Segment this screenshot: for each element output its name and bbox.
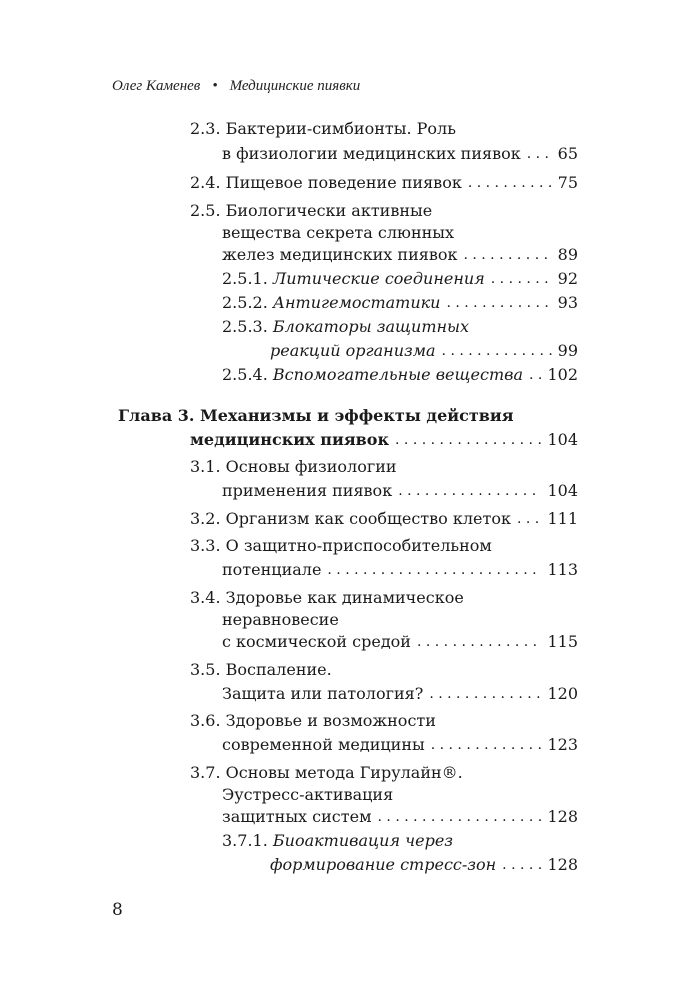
toc-entry-2-5-cont	[222, 222, 454, 244]
header-author: Олег Каменев	[112, 78, 201, 94]
toc-page: 75	[557, 173, 578, 192]
toc-number: 2.5.	[190, 201, 221, 220]
toc-number: 3.2.	[190, 509, 221, 528]
header-title: Медицинские пиявки	[229, 78, 361, 94]
toc-leader	[431, 734, 542, 756]
toc-title: Антигемостатики	[272, 293, 441, 312]
toc-title: неравновесие	[222, 610, 339, 629]
toc-page: 104	[547, 481, 578, 500]
toc-entry-3-6	[190, 710, 436, 732]
toc-leader	[327, 559, 541, 581]
toc-title: желез медицинских пиявок	[222, 245, 458, 264]
toc-page: 123	[547, 735, 578, 754]
toc-title: Бактерии-симбионты. Роль	[225, 119, 456, 138]
toc-page: 89	[557, 245, 578, 264]
toc-leader	[502, 854, 541, 876]
toc-leader	[491, 268, 552, 290]
toc-title: Вспомогательные вещества	[272, 365, 523, 384]
toc-entry-2-5-3-cont	[270, 340, 578, 362]
toc-title: Эустресс-активация	[222, 785, 394, 804]
toc-entry-3-6-cont	[222, 734, 578, 756]
toc-number: 2.5.1.	[222, 269, 268, 288]
toc-title: Основы физиологии	[225, 457, 397, 476]
toc-leader	[398, 480, 541, 502]
toc-entry-3-1-cont	[222, 480, 578, 502]
toc-number: 3.7.1.	[222, 831, 268, 850]
toc-entry-3-7-1	[222, 830, 453, 852]
toc-title: Здоровье как динамическое	[225, 588, 464, 607]
toc-entry-3-4-cont	[222, 609, 339, 631]
toc-title: применения пиявок	[222, 481, 393, 500]
toc-entry-3-7-1-cont	[270, 854, 578, 876]
toc-chapter-3-cont	[190, 429, 578, 451]
toc-leader	[446, 292, 551, 314]
running-header	[112, 78, 360, 95]
toc-title: Основы метода Гирулайн®.	[225, 763, 463, 782]
toc-leader	[429, 683, 541, 705]
toc-leader	[442, 340, 552, 362]
toc-title: медицинских пиявок	[190, 430, 390, 449]
toc-leader	[527, 143, 552, 165]
toc-number: 3.5.	[190, 660, 221, 679]
toc-leader	[463, 244, 551, 266]
toc-entry-3-4-cont2	[222, 631, 578, 653]
header-separator: •	[212, 78, 218, 94]
toc-number: 2.3.	[190, 119, 221, 138]
toc-entry-2-5-cont2	[222, 244, 578, 266]
toc-entry-3-7-cont	[222, 784, 393, 806]
toc-page: 115	[547, 632, 578, 651]
toc-entry-3-5-cont	[222, 683, 578, 705]
toc-number: 3.4.	[190, 588, 221, 607]
toc-title: с космической средой	[222, 632, 411, 651]
toc-title: реакций организма	[270, 341, 436, 360]
toc-leader	[529, 364, 541, 386]
toc-title: Блокаторы защитных	[272, 317, 470, 336]
toc-number: 2.4.	[190, 173, 221, 192]
toc-page: 92	[557, 269, 578, 288]
toc-entry-2-5-3	[222, 316, 469, 338]
toc-chapter-3	[118, 405, 514, 427]
toc-page: 65	[557, 144, 578, 163]
toc-title: Биологически активные	[225, 201, 433, 220]
toc-number: Глава 3.	[118, 406, 195, 425]
toc-title: Воспаление.	[225, 660, 332, 679]
toc-number: 2.5.2.	[222, 293, 268, 312]
toc-page: 120	[547, 684, 578, 703]
toc-number: 2.5.3.	[222, 317, 268, 336]
toc-leader	[417, 631, 541, 653]
toc-page: 111	[547, 509, 578, 528]
toc-title: Здоровье и возможности	[225, 711, 436, 730]
toc-entry-2-3	[190, 118, 456, 140]
toc-entry-3-7	[190, 762, 463, 784]
toc-title: формирование стресс-зон	[270, 855, 497, 874]
toc-number: 3.3.	[190, 536, 221, 555]
page-number: 8	[112, 900, 123, 920]
toc-leader	[517, 508, 541, 530]
toc-leader	[468, 172, 552, 194]
toc-entry-2-5-2	[222, 292, 578, 314]
toc-entry-3-5	[190, 659, 332, 681]
toc-number: 3.7.	[190, 763, 221, 782]
toc-title: Литические соединения	[272, 269, 485, 288]
toc-title: Защита или патология?	[222, 684, 424, 703]
toc-title: потенциале	[222, 560, 322, 579]
toc-title: защитных систем	[222, 807, 372, 826]
toc-entry-2-3-cont	[222, 143, 578, 165]
toc-page: 93	[557, 293, 578, 312]
toc-entry-2-5-4	[222, 364, 578, 386]
toc-entry-3-4	[190, 587, 464, 609]
toc-title: О защитно-приспособительном	[225, 536, 492, 555]
toc-page: 99	[557, 341, 578, 360]
toc-page: 128	[547, 807, 578, 826]
toc-number: 2.5.4.	[222, 365, 268, 384]
toc-entry-3-1	[190, 456, 397, 478]
toc-title: в физиологии медицинских пиявок	[222, 144, 521, 163]
toc-title: вещества секрета слюнных	[222, 223, 455, 242]
toc-leader	[395, 429, 541, 451]
toc-entry-2-4	[190, 172, 578, 194]
toc-number: 3.6.	[190, 711, 221, 730]
toc-entry-3-7-cont2	[222, 806, 578, 828]
toc-title: современной медицины	[222, 735, 425, 754]
toc-entry-2-5-1	[222, 268, 578, 290]
toc-entry-3-2	[190, 508, 578, 530]
toc-entry-3-3-cont	[222, 559, 578, 581]
toc-title: Пищевое поведение пиявок	[225, 173, 462, 192]
toc-entry-2-5	[190, 200, 432, 222]
toc-title: Организм как сообщество клеток	[225, 509, 511, 528]
toc-page: 128	[547, 855, 578, 874]
toc-page: 102	[547, 365, 578, 384]
toc-leader	[378, 806, 542, 828]
toc-number: 3.1.	[190, 457, 221, 476]
toc-title: Биоактивация через	[272, 831, 454, 850]
toc-entry-3-3	[190, 535, 492, 557]
toc-title: Механизмы и эффекты действия	[200, 406, 514, 425]
toc-page: 104	[547, 430, 578, 449]
toc-page: 113	[547, 560, 578, 579]
